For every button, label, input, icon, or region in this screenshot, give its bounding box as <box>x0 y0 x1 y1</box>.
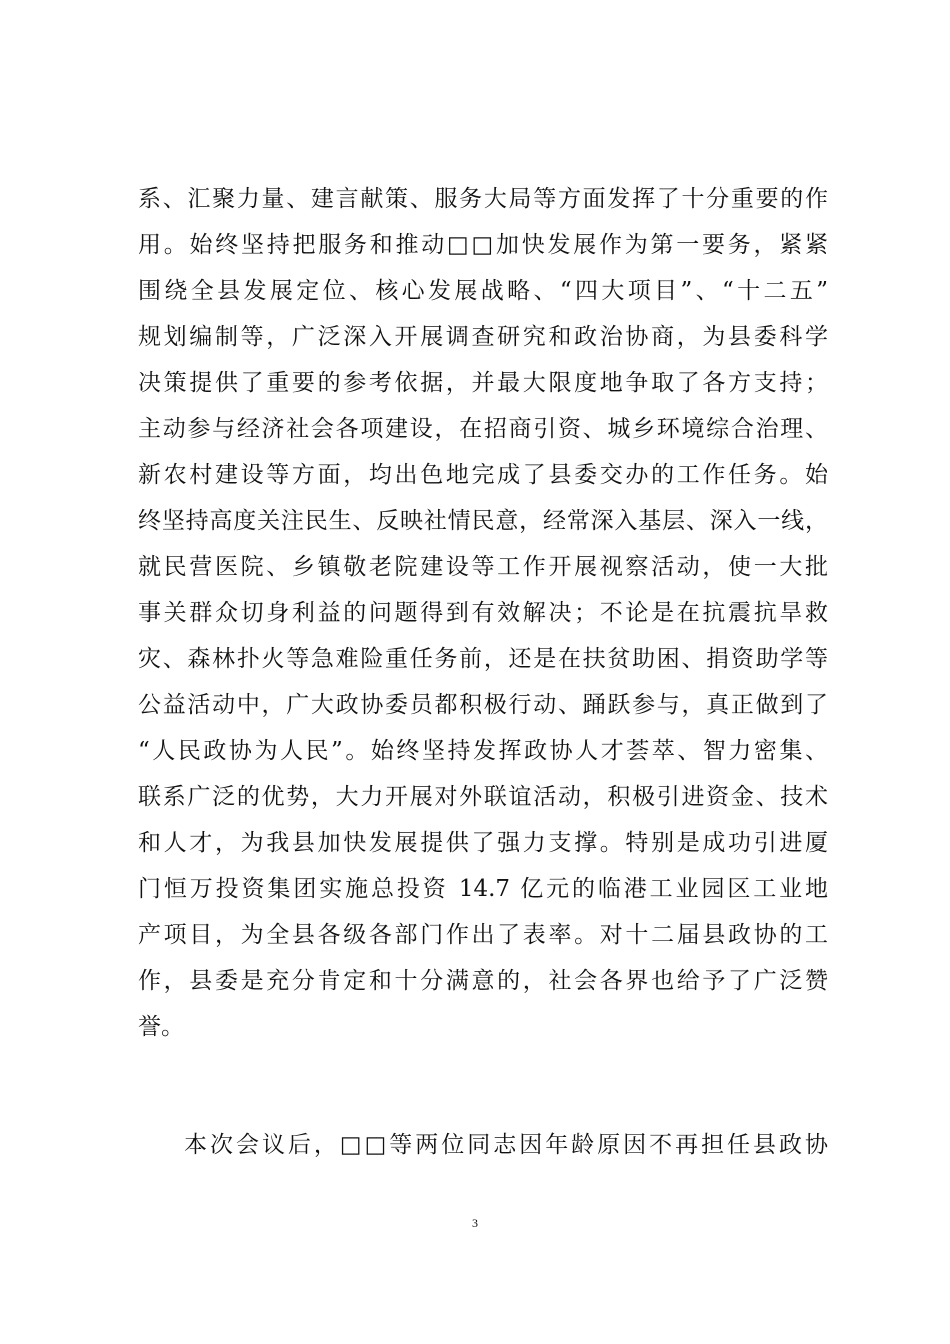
text-line: 本次会议后，□□等两位同志因年龄原因不再担任县政协 <box>184 1132 828 1158</box>
paragraph-next <box>138 1122 828 1168</box>
text-line: 公益活动中，广大政协委员都积极行动、踊跃参与，真正做到了 <box>138 692 828 718</box>
text-line: 终坚持高度关注民生、反映社情民意，经常深入基层、深入一线， <box>138 508 828 534</box>
text-line: 灾、森林扑火等急难险重任务前，还是在扶贫助困、捐资助学等 <box>138 646 828 672</box>
text-line: 规划编制等，广泛深入开展调查研究和政治协商，为县委科学 <box>138 324 828 350</box>
text-line: 事关群众切身利益的问题得到有效解决；不论是在抗震抗旱救 <box>138 600 828 626</box>
paragraph-body <box>138 176 828 1050</box>
text-line: 围绕全县发展定位、核心发展战略、“四大项目”、“十二五” <box>138 278 828 304</box>
text-line: 作，县委是充分肯定和十分满意的，社会各界也给予了广泛赞 <box>138 968 828 994</box>
text-line: 门恒万投资集团实施总投资 14.7 亿元的临港工业园区工业地 <box>138 876 828 902</box>
text-line: 产项目，为全县各级各部门作出了表率。对十二届县政协的工 <box>138 922 828 948</box>
text-line: 和人才，为我县加快发展提供了强力支撑。特别是成功引进厦 <box>138 830 828 856</box>
text-line: 誉。 <box>138 1014 184 1040</box>
text-line: 决策提供了重要的参考依据，并最大限度地争取了各方支持； <box>138 370 828 396</box>
text-line: 联系广泛的优势，大力开展对外联谊活动，积极引进资金、技术 <box>138 784 828 810</box>
text-line: 系、汇聚力量、建言献策、服务大局等方面发挥了十分重要的作 <box>138 186 828 212</box>
text-line: 新农村建设等方面，均出色地完成了县委交办的工作任务。始 <box>138 462 828 488</box>
text-line: 就民营医院、乡镇敬老院建设等工作开展视察活动，使一大批 <box>138 554 828 580</box>
page-number: 3 <box>472 1216 478 1230</box>
text-line: “人民政协为人民”。始终坚持发挥政协人才荟萃、智力密集、 <box>138 738 828 764</box>
text-line: 主动参与经济社会各项建设，在招商引资、城乡环境综合治理、 <box>138 416 828 442</box>
text-line: 用。始终坚持把服务和推动□□加快发展作为第一要务，紧紧 <box>138 232 828 258</box>
